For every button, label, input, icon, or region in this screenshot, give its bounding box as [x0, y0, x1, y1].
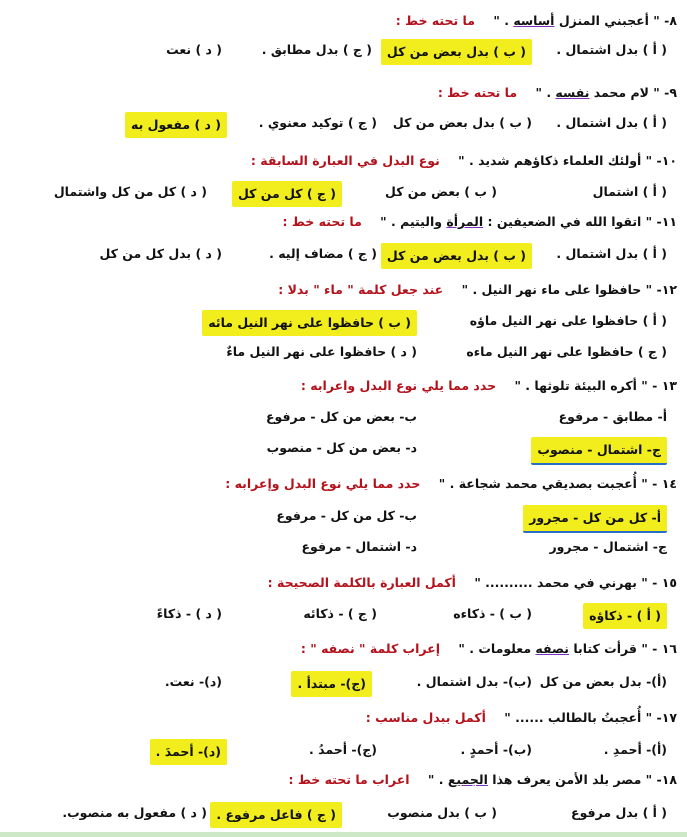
- options-row: [8, 341, 677, 363]
- option-c[interactable]: ( ج ) - ذكائه: [303, 606, 377, 621]
- stem-text: " أكره البيئة تلوثها . ": [514, 378, 648, 393]
- question-number: ١٧-: [652, 710, 677, 725]
- option-a[interactable]: (أ)- أحمدِ .: [603, 742, 667, 757]
- instruction: إعراب كلمة " نصفه " :: [300, 641, 445, 656]
- option-a[interactable]: ( أ ) بدل اشتمال .: [556, 246, 667, 261]
- underlined-word: المرأة: [446, 214, 484, 229]
- option-c[interactable]: (ج)- مبتدأ .: [291, 671, 372, 697]
- bottom-strip: [0, 832, 687, 837]
- stem-text: " مصر بلد الأمن يعرف هذا: [487, 772, 653, 787]
- options-row: [8, 739, 677, 761]
- question-number: ٨-: [659, 13, 677, 28]
- options-row: [8, 406, 677, 428]
- question-number: ١١-: [652, 214, 677, 229]
- stem-text: " اتقوا الله في الضعيفين :: [483, 214, 653, 229]
- option-b[interactable]: ( ب ) - ذكاءه: [453, 606, 532, 621]
- stem-text-end: واليتيم . ": [380, 214, 447, 229]
- stem-text: " قرأت كتابا: [569, 641, 648, 656]
- option-d[interactable]: د- اشتمال - مرفوع: [301, 539, 417, 554]
- option-b[interactable]: ( ب ) بدل منصوب: [387, 805, 497, 820]
- question-number: ١٣ -: [647, 378, 677, 393]
- option-a[interactable]: ( أ ) اشتمال: [592, 184, 667, 199]
- question-number: ١٨-: [652, 772, 677, 787]
- option-c[interactable]: ( ج ) حافظوا على نهر النيل ماءه: [466, 344, 667, 359]
- question-stem: [8, 375, 677, 397]
- instruction: ما تحته خط :: [437, 85, 522, 100]
- option-d[interactable]: ( د ) - ذكاءً: [156, 606, 222, 621]
- options-row: [8, 536, 677, 558]
- option-a[interactable]: ( أ ) بدل اشتمال .: [556, 115, 667, 130]
- options-row: [8, 505, 677, 527]
- option-c[interactable]: ( ج ) فاعل مرفوع .: [210, 802, 342, 828]
- options-row: [8, 112, 677, 134]
- option-d[interactable]: ( د ) كل من كل واشتمال: [53, 184, 207, 199]
- question-stem: [8, 638, 677, 660]
- underlined-word: نصفه: [535, 641, 569, 656]
- options-row: [8, 181, 677, 203]
- option-a[interactable]: (أ)- بدل بعض من كل: [539, 674, 667, 689]
- stem-text: " أُعجبتُ بالطالب ...... ": [504, 710, 653, 725]
- question-stem: [8, 769, 677, 791]
- option-a[interactable]: ( أ ) حافظوا على نهر النيل ماؤه: [469, 313, 667, 328]
- instruction: أكمل العبارة بالكلمة الصحيحة :: [267, 575, 461, 590]
- stem-text-end: . ": [535, 85, 556, 100]
- stem-text: " بهرني في محمد .......... ": [474, 575, 648, 590]
- stem-text: " أعجبني المنزل: [554, 13, 660, 28]
- question-stem: [8, 473, 677, 495]
- question-stem: [8, 150, 677, 172]
- option-d[interactable]: ( د ) نعت: [166, 42, 222, 57]
- option-c[interactable]: ( ج ) بدل مطابق .: [261, 42, 372, 57]
- option-c[interactable]: ( ج ) توكيد معنوي .: [258, 115, 377, 130]
- options-row: [8, 603, 677, 625]
- instruction: اعراب ما تحته خط :: [288, 772, 414, 787]
- option-b[interactable]: ( ب ) بدل بعض من كل: [381, 243, 532, 269]
- option-d[interactable]: ( د ) بدل كل من كل: [99, 246, 222, 261]
- instruction: عند جعل كلمة " ماء " بدلا :: [278, 282, 448, 297]
- option-b[interactable]: ( ب ) بدل بعض من كل: [392, 115, 532, 130]
- options-row: [8, 243, 677, 265]
- option-c[interactable]: ( ج ) كل من كل: [232, 181, 342, 207]
- stem-text: " أُعجبت بصديقي محمد شجاعة . ": [438, 476, 648, 491]
- question-number: ١٦ -: [647, 641, 677, 656]
- question-stem: [8, 82, 677, 104]
- options-row: [8, 671, 677, 693]
- option-a[interactable]: أ- كل من كل - مجرور: [523, 505, 667, 533]
- option-b[interactable]: ( ب ) بعض من كل: [385, 184, 497, 199]
- option-c[interactable]: ( ج ) مضاف إليه .: [269, 246, 377, 261]
- question-number: ٩-: [659, 85, 677, 100]
- question-number: ١٠-: [652, 153, 677, 168]
- option-d[interactable]: ( د ) حافظوا على نهر النيل ماءٌ: [226, 344, 417, 359]
- option-a[interactable]: ( أ ) بدل مرفوع: [571, 805, 667, 820]
- options-row: [8, 310, 677, 332]
- stem-text: " لام محمد: [589, 85, 660, 100]
- option-c[interactable]: (ج)- أحمدُ .: [309, 742, 377, 757]
- instruction: أكمل ببدل مناسب :: [365, 710, 491, 725]
- option-d[interactable]: د- بعض من كل - منصوب: [266, 440, 417, 455]
- question-stem: [8, 707, 677, 729]
- stem-text-end: . ": [427, 772, 448, 787]
- question-stem: [8, 10, 677, 32]
- options-row: [8, 802, 677, 824]
- underlined-word: أساسه: [513, 13, 555, 28]
- option-b[interactable]: ب- بعض من كل - مرفوع: [266, 409, 417, 424]
- option-d[interactable]: (د)- أحمدَ .: [150, 739, 227, 765]
- stem-text-end: معلومات . ": [458, 641, 536, 656]
- option-a[interactable]: ( أ ) - ذكاؤه: [583, 603, 667, 629]
- instruction: حدد مما يلي نوع البدل واعرابه :: [300, 378, 501, 393]
- option-d[interactable]: ( د ) مفعول به: [125, 112, 227, 138]
- option-d[interactable]: (د)- نعت.: [164, 674, 222, 689]
- option-b[interactable]: ( ب ) حافظوا على نهر النيل مائه: [202, 310, 417, 336]
- option-c[interactable]: ج- اشتمال - مجرور: [549, 539, 667, 554]
- instruction: حدد مما يلي نوع البدل وإعرابه :: [225, 476, 425, 491]
- options-row: [8, 437, 677, 459]
- instruction: ما تحته خط :: [282, 214, 367, 229]
- underlined-word: الجميع: [447, 772, 488, 787]
- options-row: [8, 39, 677, 61]
- option-b[interactable]: ب- كل من كل - مرفوع: [276, 508, 417, 523]
- question-stem: [8, 572, 677, 594]
- option-b[interactable]: (ب)- بدل اشتمال .: [416, 674, 532, 689]
- question-number: ١٢-: [652, 282, 677, 297]
- option-d[interactable]: ( د ) مفعول به منصوب.: [62, 805, 207, 820]
- stem-text: " أولئك العلماء ذكاؤهم شديد . ": [458, 153, 653, 168]
- question-stem: [8, 279, 677, 301]
- option-b[interactable]: (ب)- أحمدٍ .: [460, 742, 532, 757]
- underlined-word: نفسه: [555, 85, 590, 100]
- question-number: ١٥ -: [647, 575, 677, 590]
- instruction: ما تحته خط :: [395, 13, 480, 28]
- option-a[interactable]: أ- مطابق - مرفوع: [558, 409, 667, 424]
- instruction: نوع البدل في العبارة السابقة :: [250, 153, 445, 168]
- option-b[interactable]: ( ب ) بدل بعض من كل: [381, 39, 532, 65]
- question-stem: [8, 211, 677, 233]
- option-a[interactable]: ( أ ) بدل اشتمال .: [556, 42, 667, 57]
- option-c[interactable]: ج- اشتمال - منصوب: [531, 437, 667, 465]
- stem-text-end: . ": [493, 13, 514, 28]
- stem-text: " حافظوا على ماء نهر النيل . ": [461, 282, 653, 297]
- question-number: ١٤ -: [647, 476, 677, 491]
